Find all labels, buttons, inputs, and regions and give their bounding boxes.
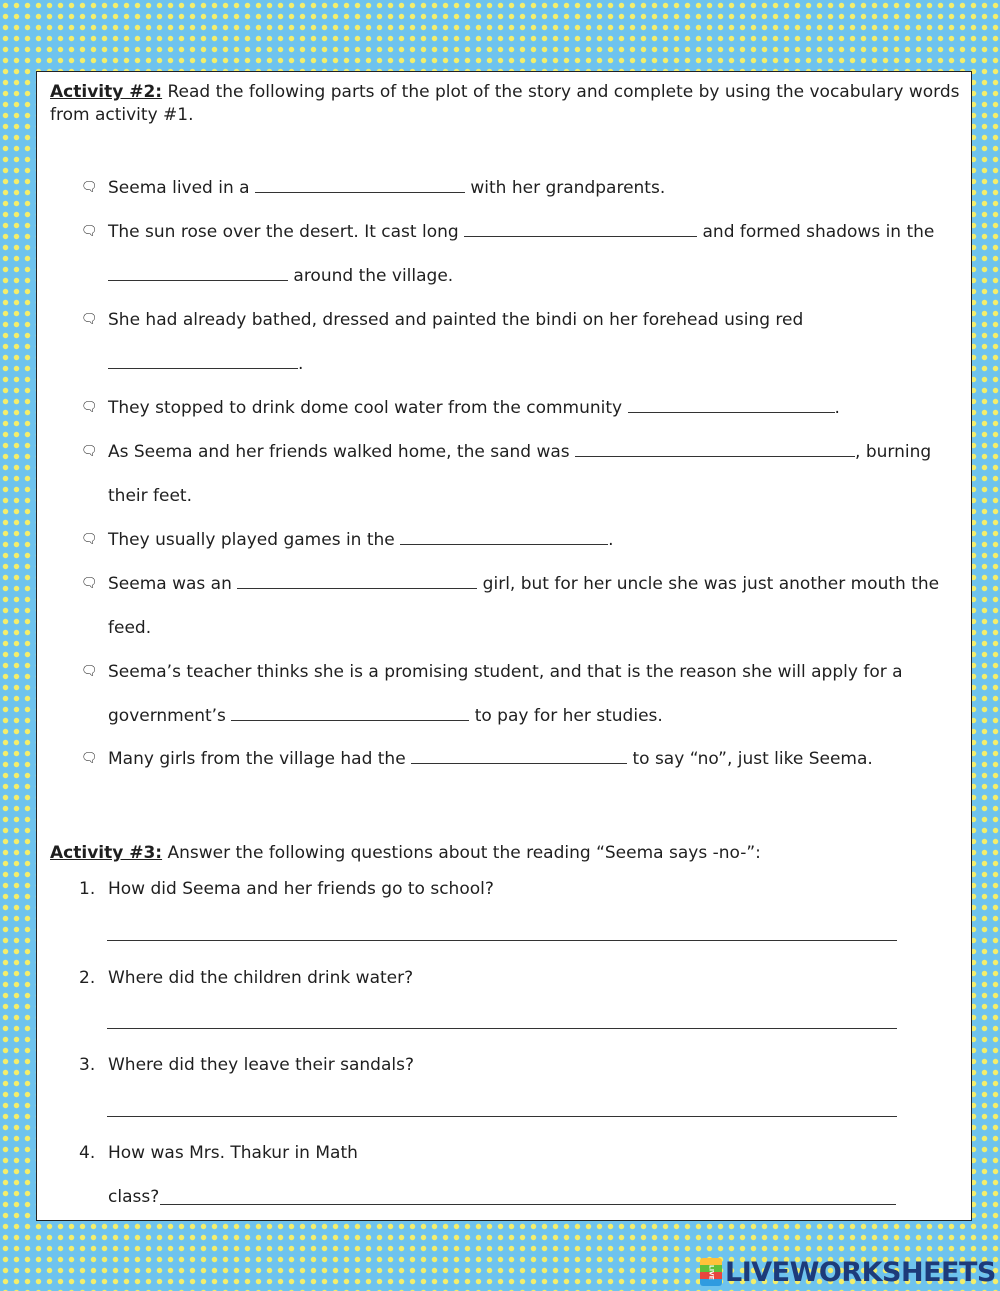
fill-blank[interactable] <box>237 573 477 589</box>
activity-3-heading: Activity #3: <box>50 843 163 863</box>
speech-bubble-icon: 🗨︎ <box>81 400 98 415</box>
list-item: Seema was an girl, but for her uncle she was just another mouth the <box>108 574 940 594</box>
speech-bubble-icon: 🗨︎ <box>81 751 98 766</box>
question-text-continuation: class? <box>108 1187 160 1207</box>
answer-line[interactable] <box>107 1098 897 1117</box>
activity-2-heading: Activity #2: <box>50 82 163 102</box>
list-item: Seema’s teacher thinks she is a promising student, and that is the reason she will apply for a <box>108 662 903 682</box>
liveworksheets-logo <box>700 1255 996 1289</box>
fill-blank[interactable] <box>400 529 608 545</box>
logo-text: LIVEWORKSHEETS <box>725 1256 996 1288</box>
answer-line[interactable] <box>107 922 897 941</box>
list-item-continuation: . <box>108 353 303 375</box>
fill-blank[interactable] <box>575 441 855 457</box>
question-text: How was Mrs. Thakur in Math <box>108 1143 358 1163</box>
question-text: Where did the children drink water? <box>108 968 414 988</box>
list-item-continuation: around the village. <box>108 265 453 287</box>
answer-line[interactable] <box>160 1186 896 1205</box>
list-item: She had already bathed, dressed and painted the bindi on her forehead using red <box>108 310 804 330</box>
speech-bubble-icon: 🗨︎ <box>81 532 98 547</box>
activity-3-instructions: Activity #3: Answer the following questions about the reading “Seema says -no-”: <box>50 843 761 863</box>
worksheet-page <box>36 71 972 1221</box>
speech-bubble-icon: 🗨︎ <box>81 664 98 679</box>
list-item-continuation: their feet. <box>108 486 192 506</box>
list-item: As Seema and her friends walked home, the sand was , burning <box>108 442 932 462</box>
live-badge-icon: LIVE <box>700 1258 722 1286</box>
fill-blank[interactable] <box>411 748 627 764</box>
list-item: They stopped to drink dome cool water from the community . <box>108 398 840 418</box>
list-item: The sun rose over the desert. It cast long and formed shadows in the <box>108 222 935 242</box>
list-item-continuation: government’s to pay for her studies. <box>108 706 663 726</box>
answer-line[interactable] <box>107 1010 897 1029</box>
fill-blank[interactable] <box>108 353 298 369</box>
speech-bubble-icon: 🗨︎ <box>81 312 98 327</box>
question-number: 3. <box>79 1055 96 1075</box>
speech-bubble-icon: 🗨︎ <box>81 180 98 195</box>
speech-bubble-icon: 🗨︎ <box>81 576 98 591</box>
list-item-continuation: feed. <box>108 618 152 638</box>
speech-bubble-icon: 🗨︎ <box>81 224 98 239</box>
list-item: They usually played games in the . <box>108 530 614 550</box>
question-number: 1. <box>79 879 96 899</box>
question-number: 4. <box>79 1143 96 1163</box>
fill-blank[interactable] <box>231 705 469 721</box>
speech-bubble-icon: 🗨︎ <box>81 444 98 459</box>
fill-blank[interactable] <box>464 221 697 237</box>
fill-blank[interactable] <box>108 265 288 281</box>
activity-2-instructions: Activity #2: Read the following parts of the plot of the story and complete by using the vocabulary words from activity #1. <box>50 82 960 125</box>
fill-blank[interactable] <box>255 177 465 193</box>
fill-blank[interactable] <box>628 397 835 413</box>
question-number: 2. <box>79 968 96 988</box>
list-item: Seema lived in a with her grandparents. <box>108 178 666 198</box>
question-text: Where did they leave their sandals? <box>108 1055 414 1075</box>
question-text: How did Seema and her friends go to school? <box>108 879 494 899</box>
list-item: Many girls from the village had the to say “no”, just like Seema. <box>108 749 873 769</box>
